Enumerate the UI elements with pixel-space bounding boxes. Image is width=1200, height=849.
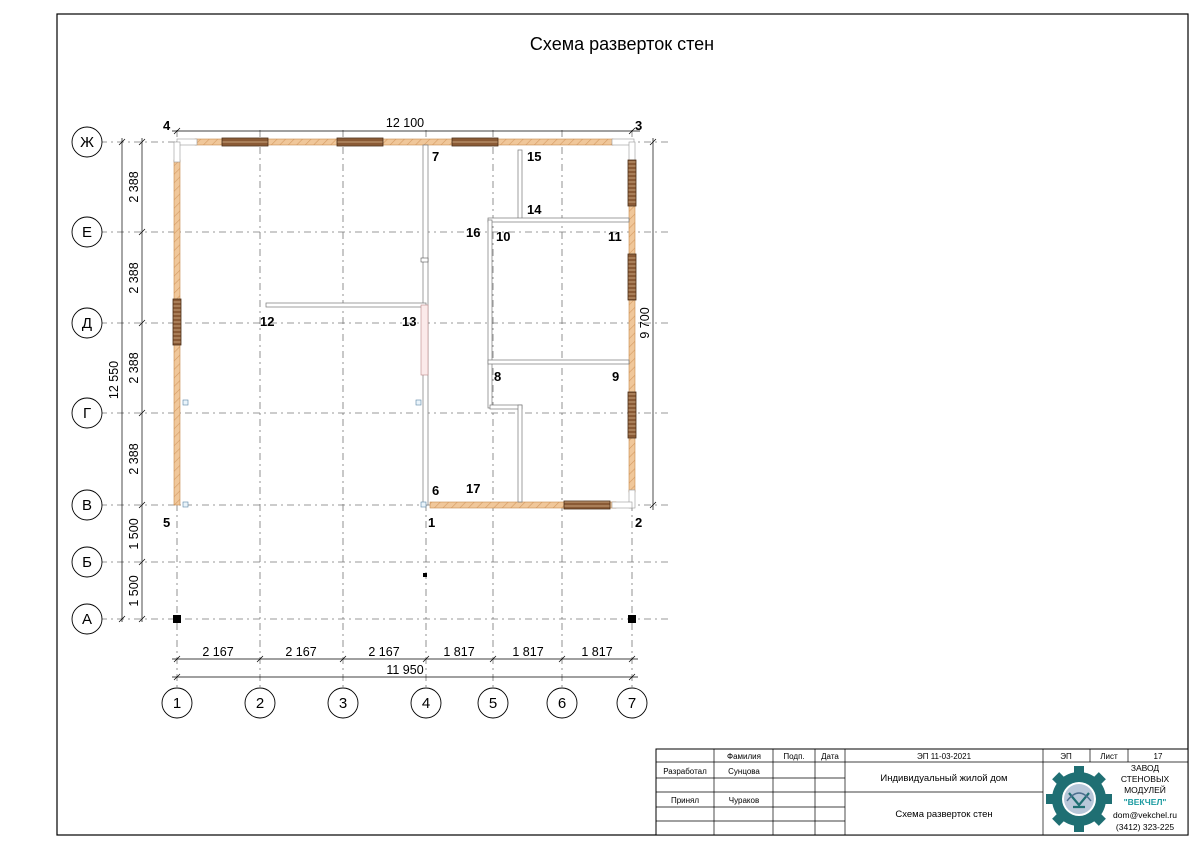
- stamp-project: Индивидуальный жилой дом: [880, 773, 1008, 784]
- window: [337, 138, 383, 146]
- node-label: 3: [635, 118, 643, 133]
- column-marker: [628, 615, 636, 623]
- axis-label: 4: [421, 695, 431, 712]
- node-label: 14: [527, 202, 542, 217]
- company-name-3: МОДУЛЕЙ: [1124, 785, 1166, 795]
- window: [222, 138, 268, 146]
- stamp-sheet-no: 17: [1153, 752, 1163, 761]
- window: [628, 254, 636, 300]
- stamp-code: ЭП 11-03-2021: [916, 752, 972, 761]
- dim-left-total: 12 550: [107, 360, 121, 400]
- wall-step: [490, 405, 522, 409]
- wall-step-down: [518, 405, 522, 502]
- dim-col: 1 817: [443, 645, 475, 659]
- dim-row: 2 388: [127, 443, 141, 475]
- stamp-header-familia: Фамилия: [727, 752, 761, 761]
- dim-right-total: 9 700: [638, 307, 652, 339]
- dim-col: 2 167: [285, 645, 317, 659]
- company-email: dom@vekchel.ru: [1113, 810, 1177, 820]
- axis-label: А: [81, 611, 93, 628]
- window: [452, 138, 498, 146]
- dim-top-total: 12 100: [385, 116, 425, 130]
- axis-label: 3: [338, 695, 348, 712]
- node-label: 7: [432, 149, 440, 164]
- dim-col: 2 167: [368, 645, 400, 659]
- window: [173, 299, 181, 345]
- wall-15-14: [518, 150, 522, 220]
- axis-label: 2: [255, 695, 265, 712]
- wall-10-8: [488, 220, 492, 408]
- stamp-drawing: Схема разверток стен: [895, 809, 993, 820]
- node-label: 2: [635, 515, 643, 530]
- node-label: 10: [496, 229, 511, 244]
- dim-row: 1 500: [127, 518, 141, 550]
- dim-row: 2 388: [127, 352, 141, 384]
- node-label: 5: [163, 515, 171, 530]
- axis-label: Ж: [80, 134, 94, 151]
- stamp-stage: ЭП: [1060, 752, 1072, 761]
- node-label: 17: [466, 481, 481, 496]
- drawing-title: Схема разверток стен: [529, 34, 715, 54]
- dim-bottom-total: 11 950: [386, 663, 424, 677]
- company-phone: (3412) 323-225: [1115, 822, 1175, 832]
- stamp-name-approver: Чураков: [728, 796, 760, 805]
- axis-label: В: [81, 497, 93, 514]
- dim-col: 1 817: [581, 645, 613, 659]
- markers: [173, 400, 636, 623]
- node-label: 8: [494, 369, 502, 384]
- wall-12-13: [266, 303, 426, 307]
- wall-8-9: [488, 360, 629, 364]
- col-axis-bubbles: [162, 688, 647, 718]
- stamp-role-developer: Разработал: [663, 767, 707, 776]
- axis-label: 7: [627, 695, 637, 712]
- dim-row: 2 388: [127, 262, 141, 294]
- axis-label: Б: [82, 554, 92, 571]
- dimensions: [107, 116, 656, 680]
- axis-label: Е: [81, 224, 93, 241]
- axis-label: Д: [81, 315, 93, 332]
- stamp-role-approver: Принял: [670, 796, 700, 805]
- node-labels: [163, 118, 642, 530]
- stamp-header-data: Дата: [821, 752, 839, 761]
- node-label: 1: [428, 515, 436, 530]
- node-label: 15: [527, 149, 542, 164]
- stamp-header-podp: Подп.: [783, 752, 805, 761]
- grid-lines: [100, 130, 670, 690]
- node-label: 9: [612, 369, 620, 384]
- company-name-1: ЗАВОД: [1130, 763, 1160, 773]
- dim-row: 2 388: [127, 171, 141, 203]
- axis-label: 1: [172, 695, 182, 712]
- node-label: 16: [466, 225, 481, 240]
- company-logo-icon: [1046, 766, 1112, 832]
- stamp-sheet-label: Лист: [1100, 752, 1118, 761]
- node-label: 13: [402, 314, 417, 329]
- axis-label: Г: [82, 405, 92, 422]
- dim-col: 2 167: [202, 645, 234, 659]
- node-label: 12: [260, 314, 275, 329]
- company-name-2: СТЕНОВЫХ: [1120, 774, 1170, 784]
- stamp-name-developer: Сунцова: [728, 767, 760, 776]
- window: [628, 160, 636, 206]
- title-block: [656, 749, 1188, 835]
- column-marker: [173, 615, 181, 623]
- node-label: 11: [608, 229, 622, 244]
- point-marker: [423, 573, 427, 577]
- wall-right: [629, 162, 635, 492]
- company-name-4: "ВЕКЧЕЛ": [1123, 797, 1167, 807]
- axis-label: 6: [557, 695, 567, 712]
- dim-row: 1 500: [127, 575, 141, 607]
- window: [628, 392, 636, 438]
- node-label: 4: [163, 118, 171, 133]
- dim-col: 1 817: [512, 645, 544, 659]
- window: [564, 501, 610, 509]
- axis-label: 5: [488, 695, 498, 712]
- node-label: 6: [432, 483, 440, 498]
- wall-14-11: [488, 218, 629, 222]
